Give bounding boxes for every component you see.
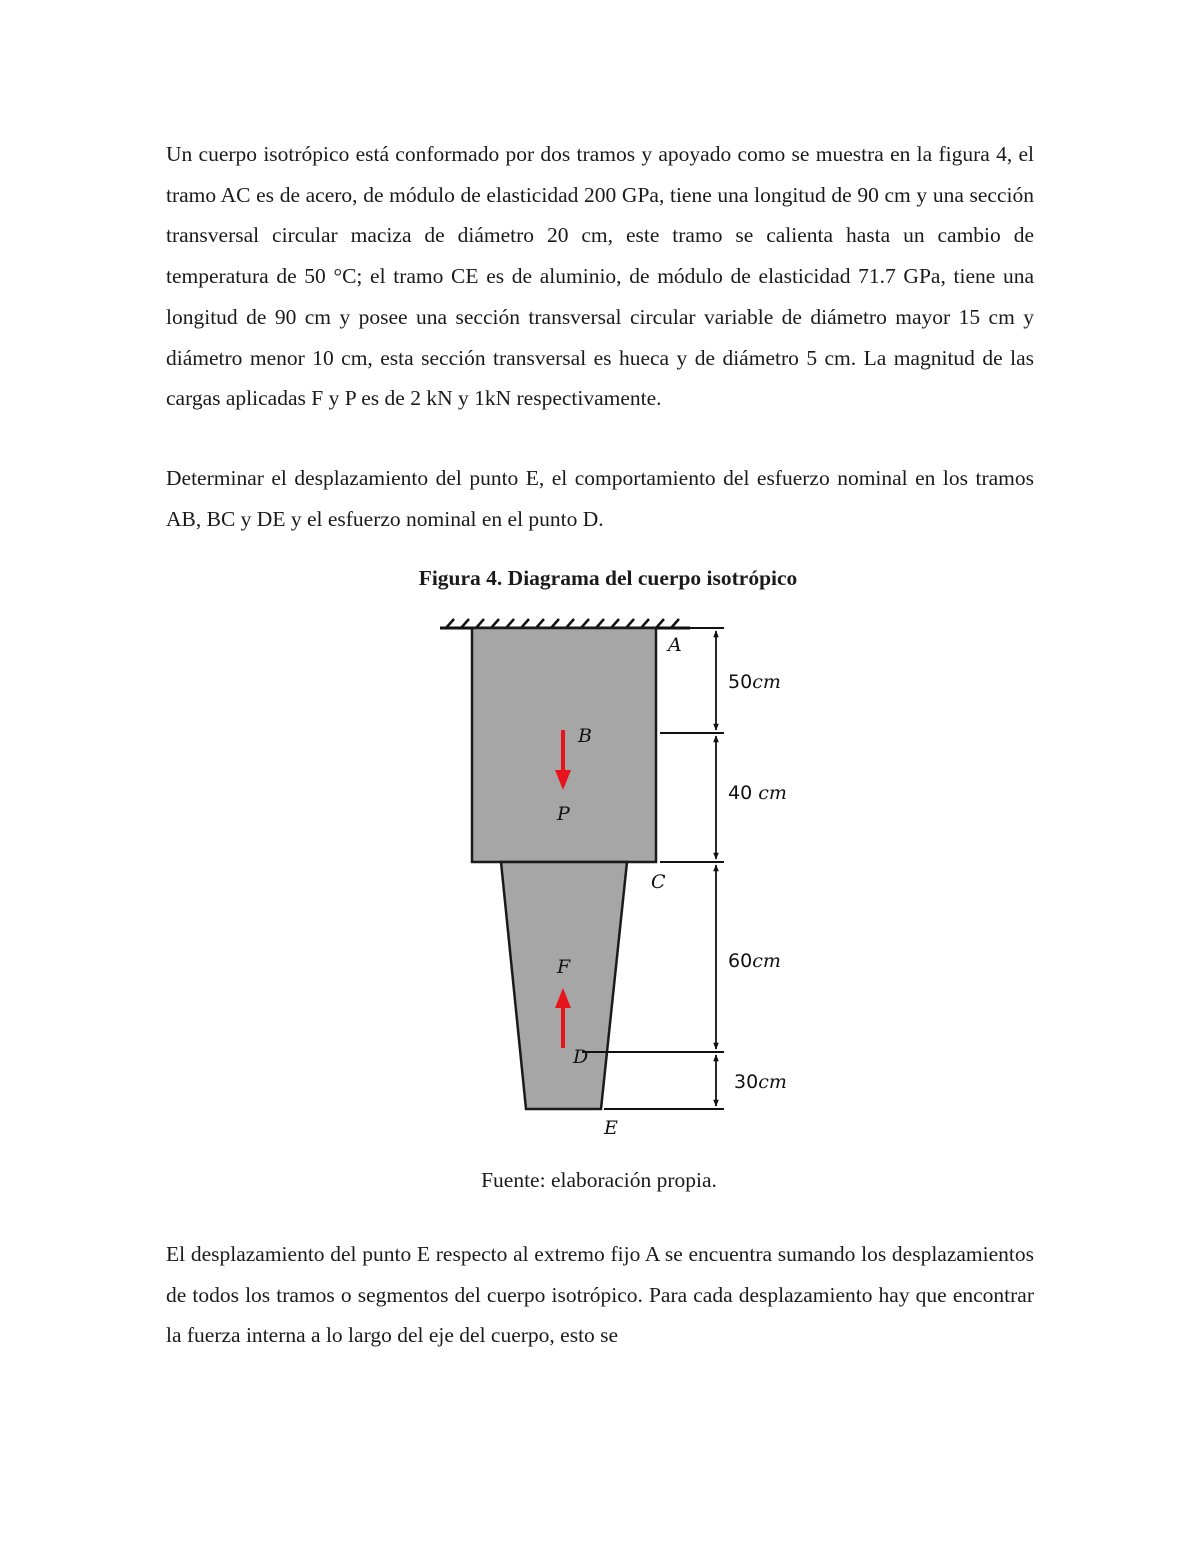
- figure-title: Figura 4. Diagrama del cuerpo isotrópico: [418, 566, 798, 590]
- load-label-p: P: [557, 803, 570, 825]
- point-label-a: A: [668, 634, 682, 656]
- point-label-d: D: [573, 1046, 589, 1068]
- point-label-e: E: [604, 1117, 618, 1139]
- outro-paragraph: El desplazamiento del punto E respecto al extremo fijo A se encuentra sumando los desplazamientos de todos los tramos o segmentos del cuerpo isotrópico. Para cada desplazamiento hay que encontrar la fuerza interna a lo largo del eje del cuerpo, esto se: [166, 1242, 1034, 1348]
- fixed-support: [440, 619, 690, 628]
- aluminum-segment-ce: [501, 862, 627, 1109]
- dimension-label-bc: 40 cm: [728, 782, 787, 804]
- dimension-label-cd: 60cm: [728, 950, 781, 972]
- point-label-c: C: [651, 871, 666, 893]
- outro-paragraph-block: [166, 1234, 1034, 1356]
- load-label-f: F: [557, 956, 571, 978]
- intro-paragraph: Un cuerpo isotrópico está conformado por dos tramos y apoyado como se muestra en la figura 4, el tramo AC es de acero, de módulo de elasticidad 200 GPa, tiene una longitud de 90 cm y una sección transversal circular maciza de diámetro 20 cm, este tramo se calienta hasta un cambio de temperatura de 50 °C; el tramo CE es de aluminio, de módulo de elasticidad 71.7 GPa, tiene una longitud de 90 cm y posee una sección transversal circular variable de diámetro mayor 15 cm y diámetro menor 10 cm, esta sección transversal es hueca y de diámetro 5 cm. La magnitud de las cargas aplicadas F y P es de 2 kN y 1kN respectivamente.: [166, 142, 1034, 411]
- dimension-label-de: 30cm: [734, 1071, 787, 1093]
- point-label-b: B: [578, 725, 592, 747]
- figure-source: Fuente: elaboración propia.: [481, 1168, 717, 1192]
- task-paragraph: Determinar el desplazamiento del punto E, el comportamiento del esfuerzo nominal en los tramos AB, BC y DE y el esfuerzo nominal en el punto D.: [166, 466, 1034, 531]
- dimension-label-ab: 50cm: [728, 671, 781, 693]
